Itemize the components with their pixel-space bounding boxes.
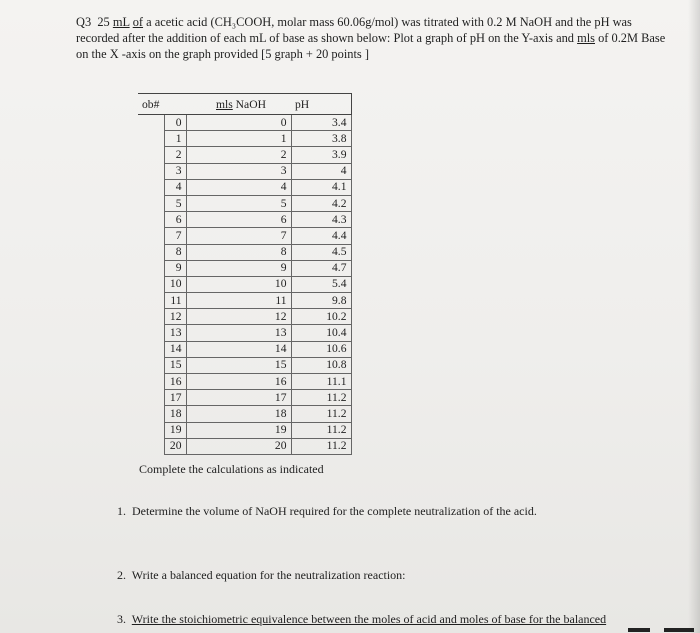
cell-ph: 11.2 bbox=[291, 390, 351, 406]
table-body bbox=[138, 115, 351, 455]
question-number: Q3 bbox=[76, 15, 92, 29]
cell-ph: 3.8 bbox=[291, 131, 351, 147]
item-1 bbox=[117, 504, 537, 519]
row-spacer bbox=[138, 422, 164, 438]
table-row bbox=[138, 147, 351, 163]
header-naoh: NaOH bbox=[235, 97, 266, 111]
table-row bbox=[138, 325, 351, 341]
cell-ml-naoh: 10 bbox=[186, 276, 291, 292]
question-amount: 25 bbox=[97, 15, 110, 29]
cell-ph: 4.7 bbox=[291, 260, 351, 276]
table-row bbox=[138, 422, 351, 438]
cell-ph: 10.6 bbox=[291, 341, 351, 357]
cell-ph: 10.4 bbox=[291, 325, 351, 341]
header-ob: ob# bbox=[138, 94, 186, 115]
row-spacer bbox=[138, 341, 164, 357]
cell-ml-naoh: 11 bbox=[186, 293, 291, 309]
cell-ob: 12 bbox=[164, 309, 186, 325]
cell-ob: 16 bbox=[164, 374, 186, 390]
cell-ob: 4 bbox=[164, 179, 186, 195]
cell-ph: 4.4 bbox=[291, 228, 351, 244]
cell-ph: 11.2 bbox=[291, 438, 351, 454]
cell-ph: 4.1 bbox=[291, 179, 351, 195]
cell-ml-naoh: 9 bbox=[186, 260, 291, 276]
row-spacer bbox=[138, 276, 164, 292]
cell-ph: 3.4 bbox=[291, 115, 351, 131]
cell-ob: 5 bbox=[164, 195, 186, 211]
table-row bbox=[138, 212, 351, 228]
cell-ml-naoh: 19 bbox=[186, 422, 291, 438]
cell-ob: 0 bbox=[164, 115, 186, 131]
table-row bbox=[138, 163, 351, 179]
cell-ml-naoh: 7 bbox=[186, 228, 291, 244]
calculations-heading: Complete the calculations as indicated bbox=[139, 462, 324, 476]
table-header-row bbox=[138, 94, 351, 115]
cell-ph: 9.8 bbox=[291, 293, 351, 309]
cell-ml-naoh: 8 bbox=[186, 244, 291, 260]
row-spacer bbox=[138, 244, 164, 260]
cell-ob: 3 bbox=[164, 163, 186, 179]
titration-table bbox=[138, 93, 352, 455]
cell-ob: 1 bbox=[164, 131, 186, 147]
cell-ml-naoh: 6 bbox=[186, 212, 291, 228]
row-spacer bbox=[138, 147, 164, 163]
item-2-text: Write a balanced equation for the neutralization reaction: bbox=[131, 568, 406, 582]
row-spacer bbox=[138, 325, 164, 341]
cell-ph: 10.2 bbox=[291, 309, 351, 325]
cell-ph: 11.2 bbox=[291, 406, 351, 422]
table-row bbox=[138, 390, 351, 406]
cell-ml-naoh: 13 bbox=[186, 325, 291, 341]
cell-ml-naoh: 14 bbox=[186, 341, 291, 357]
cell-ob: 19 bbox=[164, 422, 186, 438]
cell-ob: 2 bbox=[164, 147, 186, 163]
row-spacer bbox=[138, 212, 164, 228]
row-spacer bbox=[138, 260, 164, 276]
row-spacer bbox=[138, 228, 164, 244]
cell-ph: 11.1 bbox=[291, 374, 351, 390]
cell-ph: 11.2 bbox=[291, 422, 351, 438]
row-spacer bbox=[138, 390, 164, 406]
cell-ph: 3.9 bbox=[291, 147, 351, 163]
cell-ml-naoh: 0 bbox=[186, 115, 291, 131]
item-2 bbox=[117, 568, 406, 583]
table-row bbox=[138, 195, 351, 211]
row-spacer bbox=[138, 438, 164, 454]
header-ph: pH bbox=[291, 94, 351, 115]
row-spacer bbox=[138, 357, 164, 373]
cell-ob: 11 bbox=[164, 293, 186, 309]
cell-ph: 10.8 bbox=[291, 357, 351, 373]
question-text bbox=[76, 14, 676, 62]
table-row bbox=[138, 374, 351, 390]
table-row bbox=[138, 260, 351, 276]
cell-ob: 20 bbox=[164, 438, 186, 454]
cell-ph: 5.4 bbox=[291, 276, 351, 292]
cell-ph: 4.2 bbox=[291, 195, 351, 211]
item-3-number: 3. bbox=[117, 612, 126, 626]
cell-ob: 13 bbox=[164, 325, 186, 341]
question-unit: mL bbox=[112, 15, 130, 29]
header-mls: mls bbox=[216, 97, 233, 111]
cell-ml-naoh: 16 bbox=[186, 374, 291, 390]
header-mls-naoh bbox=[186, 94, 291, 115]
table-row bbox=[138, 309, 351, 325]
page-edge-shadow bbox=[688, 0, 700, 633]
table-row bbox=[138, 341, 351, 357]
table-row bbox=[138, 115, 351, 131]
question-body-a: a acetic acid (CH₃COOH, molar mass 60.06g/mol) was titrated with 0.2 M NaOH and the pH was recorded after the addition of each mL of base as shown below: Plot a graph of pH on the Y-axis and bbox=[76, 15, 632, 45]
cell-ml-naoh: 2 bbox=[186, 147, 291, 163]
cell-ph: 4.3 bbox=[291, 212, 351, 228]
table-row bbox=[138, 406, 351, 422]
row-spacer bbox=[138, 179, 164, 195]
cell-ob: 6 bbox=[164, 212, 186, 228]
cell-ml-naoh: 4 bbox=[186, 179, 291, 195]
row-spacer bbox=[138, 195, 164, 211]
row-spacer bbox=[138, 309, 164, 325]
cell-ob: 14 bbox=[164, 341, 186, 357]
question-of: of bbox=[132, 15, 144, 29]
cell-ph: 4 bbox=[291, 163, 351, 179]
item-1-text: Determine the volume of NaOH required for the complete neutralization of the acid. bbox=[132, 504, 537, 518]
table-row bbox=[138, 438, 351, 454]
cell-ml-naoh: 18 bbox=[186, 406, 291, 422]
item-3 bbox=[117, 612, 606, 627]
item-3-text: Write the stoichiometric equivalence between the moles of acid and moles of base for the balanced bbox=[131, 612, 607, 626]
cell-ph: 4.5 bbox=[291, 244, 351, 260]
row-spacer bbox=[138, 293, 164, 309]
cell-ob: 15 bbox=[164, 357, 186, 373]
row-spacer bbox=[138, 374, 164, 390]
cell-ml-naoh: 3 bbox=[186, 163, 291, 179]
table-row bbox=[138, 293, 351, 309]
cell-ob: 7 bbox=[164, 228, 186, 244]
row-spacer bbox=[138, 163, 164, 179]
question-mls: mls bbox=[577, 31, 595, 45]
table-row bbox=[138, 228, 351, 244]
table-row bbox=[138, 179, 351, 195]
cell-ml-naoh: 17 bbox=[186, 390, 291, 406]
row-spacer bbox=[138, 131, 164, 147]
question-body-b: of 0.2M Base on the X -axis on the graph provided [5 graph + 20 points ] bbox=[76, 31, 666, 61]
cell-ob: 9 bbox=[164, 260, 186, 276]
scan-mark bbox=[664, 628, 694, 632]
cell-ml-naoh: 12 bbox=[186, 309, 291, 325]
cell-ob: 10 bbox=[164, 276, 186, 292]
cell-ml-naoh: 15 bbox=[186, 357, 291, 373]
table-row bbox=[138, 244, 351, 260]
row-spacer bbox=[138, 115, 164, 131]
row-spacer bbox=[138, 406, 164, 422]
item-2-number: 2. bbox=[117, 568, 126, 582]
scan-mark bbox=[628, 628, 650, 632]
cell-ob: 18 bbox=[164, 406, 186, 422]
table-row bbox=[138, 357, 351, 373]
cell-ml-naoh: 20 bbox=[186, 438, 291, 454]
cell-ml-naoh: 5 bbox=[186, 195, 291, 211]
cell-ob: 17 bbox=[164, 390, 186, 406]
item-1-number: 1. bbox=[117, 504, 126, 518]
cell-ob: 8 bbox=[164, 244, 186, 260]
table-row bbox=[138, 276, 351, 292]
table-row bbox=[138, 131, 351, 147]
cell-ml-naoh: 1 bbox=[186, 131, 291, 147]
